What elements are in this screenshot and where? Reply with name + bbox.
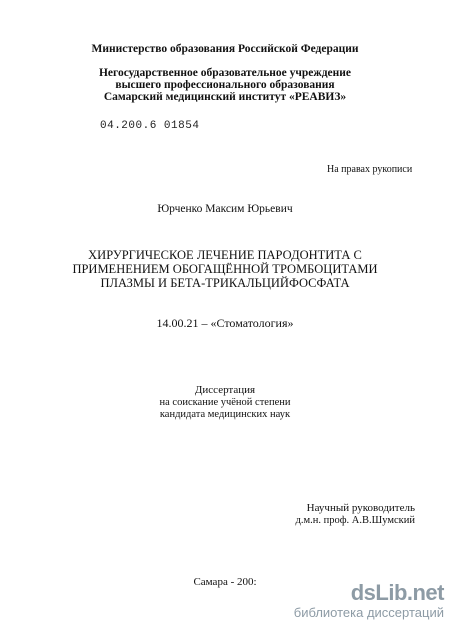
watermark[interactable] [294, 581, 444, 620]
title-line-2: ПРИМЕНЕНИЕМ ОБОГАЩЁННОЙ ТРОМБОЦИТАМИ [72, 262, 378, 276]
watermark-subtitle: библиотека диссертаций [293, 605, 444, 620]
dissertation-line-1: Диссертация [194, 384, 256, 396]
watermark-logo: dsLib.net [350, 580, 444, 605]
dissertation-line-3: кандидата медицинских наук [159, 409, 291, 420]
rights-note: На правах рукописи [327, 164, 413, 175]
registration-stamp: 04.200.6 01854 [100, 120, 200, 132]
ministry-line: Министерство образования Российской Федерации [91, 43, 359, 55]
author-name: Юрченко Максим Юрьевич [157, 203, 293, 215]
title-line-3: ПЛАЗМЫ И БЕТА-ТРИКАЛЬЦИЙФОСФАТА [100, 276, 350, 290]
institution-line-3: Самарский медицинский институт «РЕАВИЗ» [103, 91, 347, 103]
dissertation-line-2: на соискание учёной степени [159, 397, 291, 408]
specialty-code: 14.00.21 – «Стоматология» [156, 316, 294, 330]
institution-line-2: высшего профессионального образования [115, 79, 335, 91]
supervisor-label: Научный руководитель [306, 502, 415, 514]
institution-line-1: Негосударственное образовательное учреждение [98, 67, 352, 79]
supervisor-name: д.м.н. проф. А.В.Шумский [295, 515, 415, 526]
title-line-1: ХИРУРГИЧЕСКОЕ ЛЕЧЕНИЕ ПАРОДОНТИТА С [88, 248, 362, 262]
city-year: Самара - 200: [193, 576, 257, 588]
